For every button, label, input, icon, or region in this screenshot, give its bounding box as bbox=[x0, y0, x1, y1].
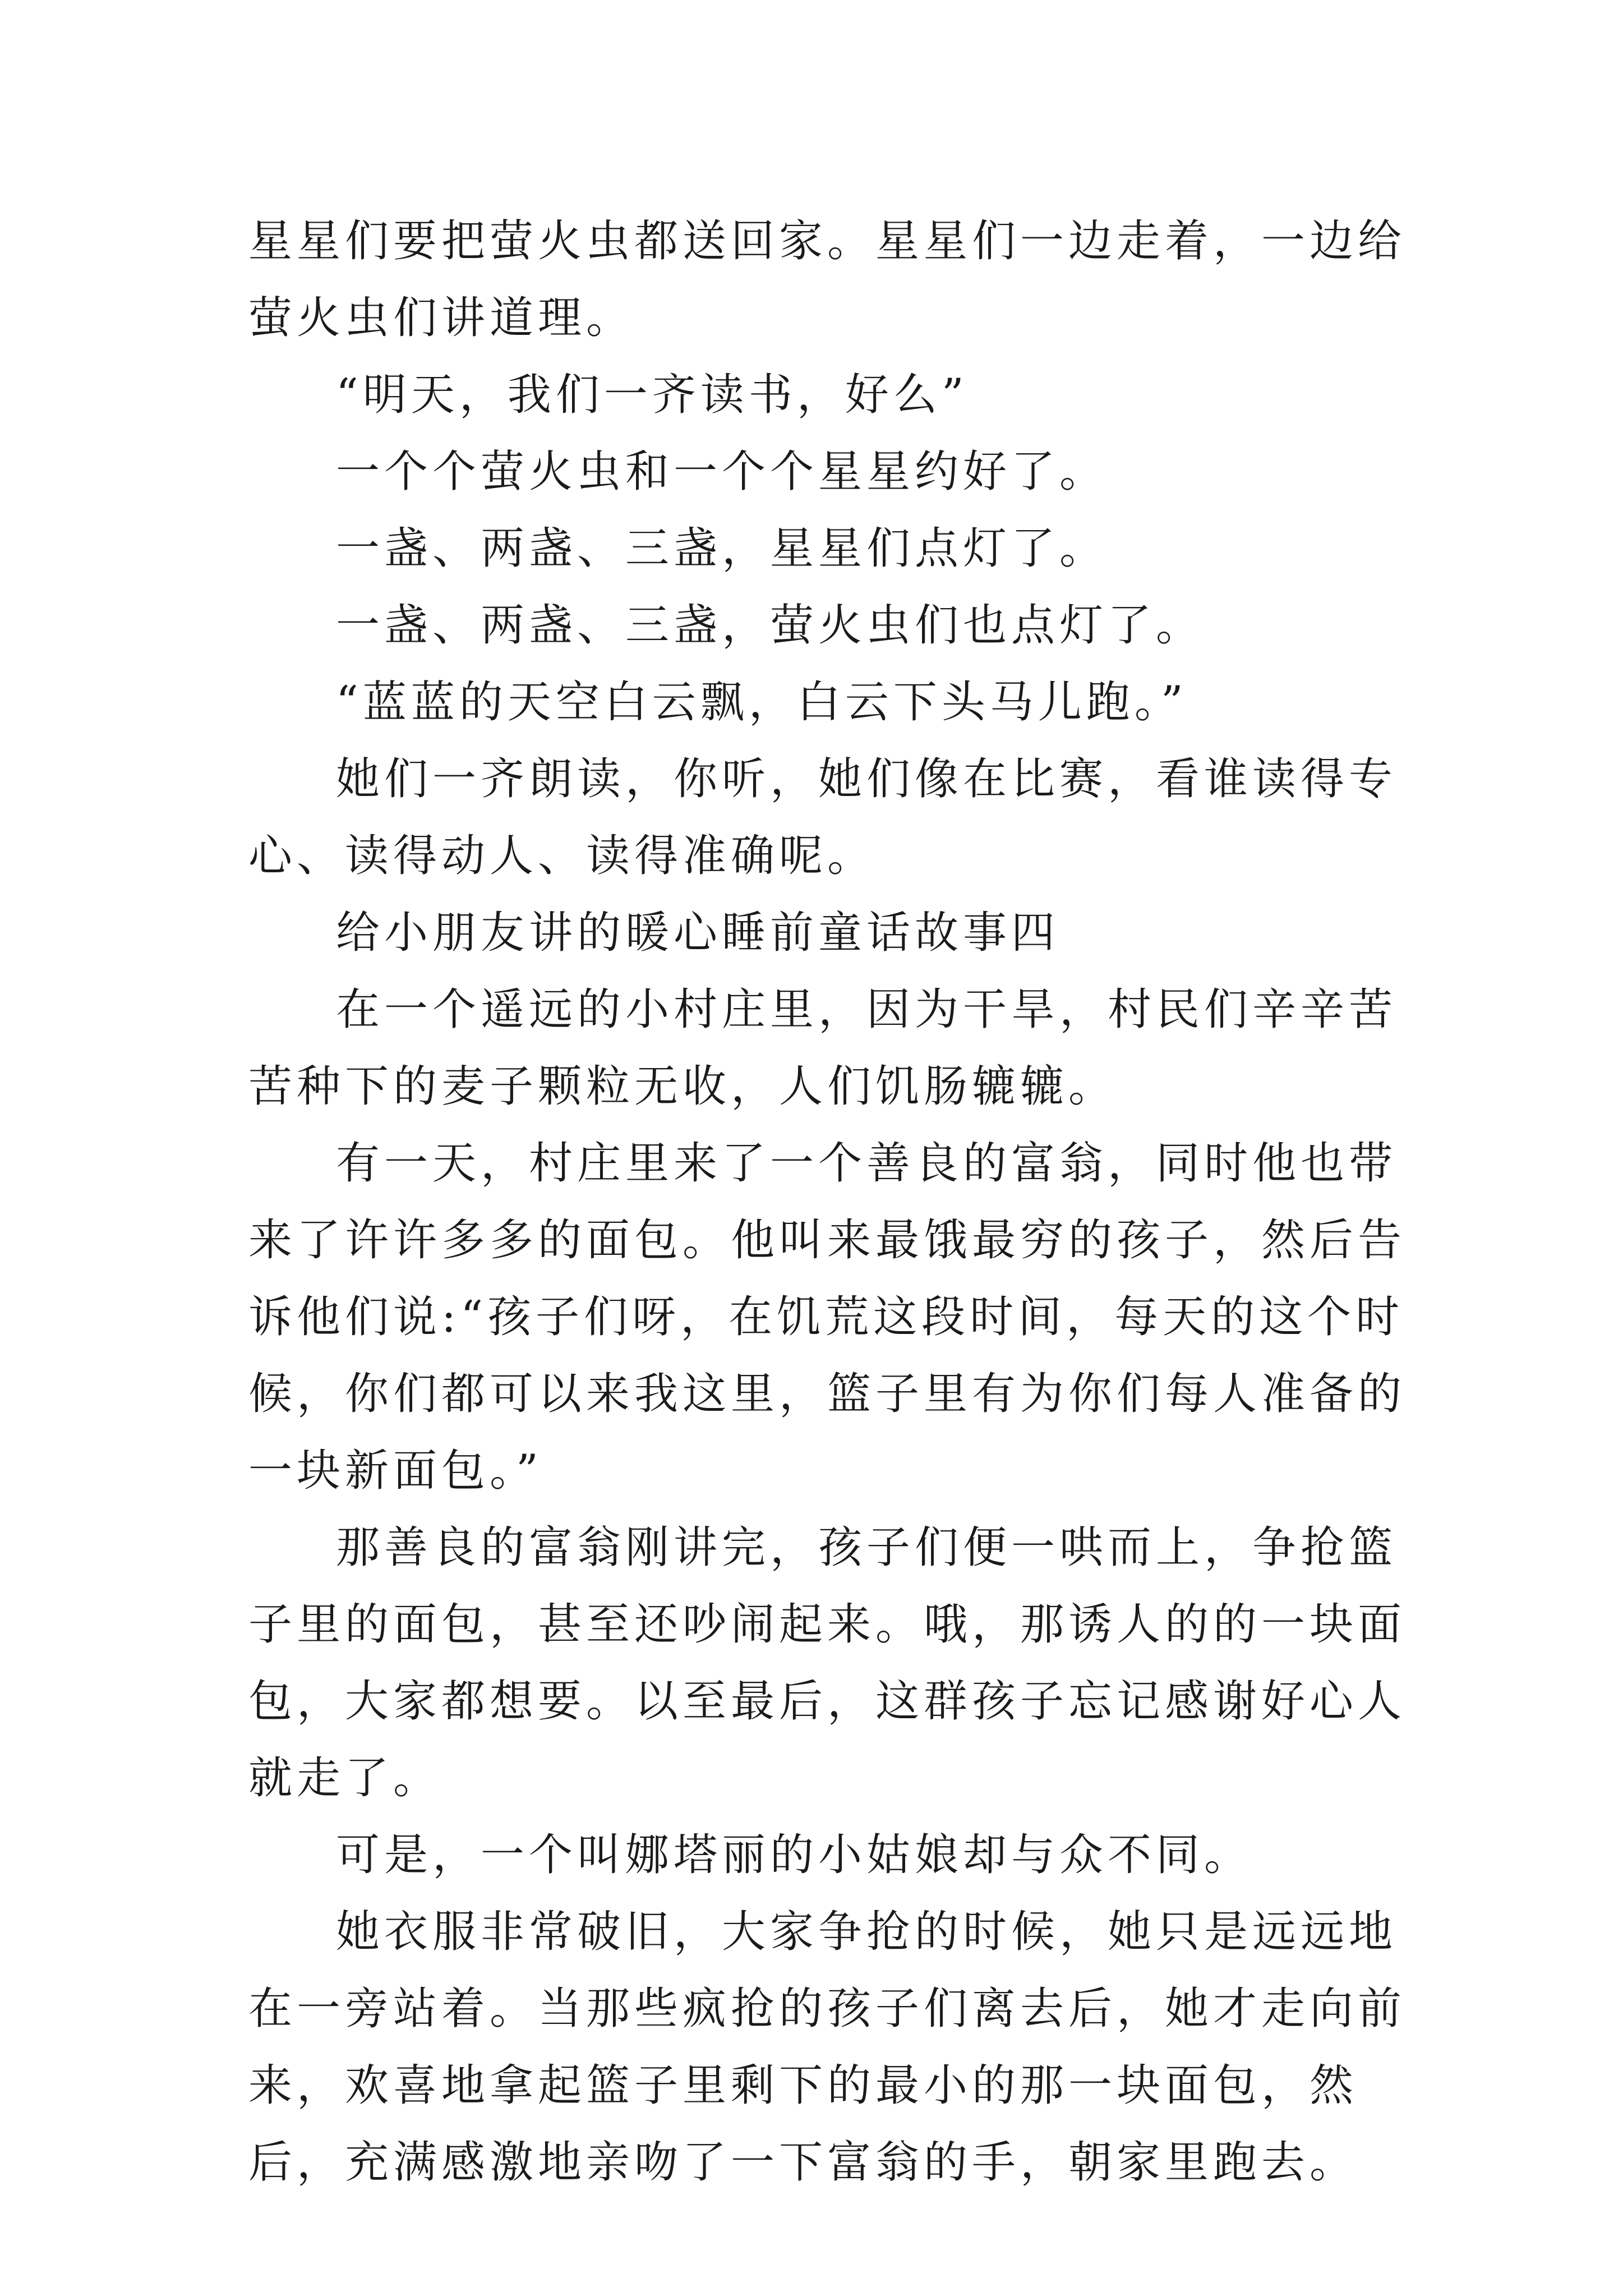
paragraph: 她们一齐朗读，你听，她们像在比赛，看谁读得专心、读得动人、读得准确呢。 bbox=[248, 754, 1398, 881]
paragraph: “明天，我们一齐读书，好么” bbox=[336, 370, 969, 420]
story-text bbox=[248, 203, 1421, 2201]
paragraph: 可是，一个叫娜塔丽的小姑娘却与众不同。 bbox=[336, 1830, 1253, 1880]
paragraph: 有一天，村庄里来了一个善良的富翁，同时他也带来了许许多多的面包。他叫来最饿最穷的孩子，然后告诉他们说:“孩子们呀，在饥荒这段时间，每天的这个时候，你们都可以来我这里，篮子里有为你们每人准备的一块新面包。” bbox=[248, 1138, 1407, 1496]
paragraph: 一盏、两盏、三盏，萤火虫们也点灯了。 bbox=[336, 600, 1205, 651]
paragraph: 她衣服非常破旧，大家争抢的时候，她只是远远地在一旁站着。当那些疯抢的孩子们离去后，她才走向前来，欢喜地拿起篮子里剩下的最小的那一块面包，然后，充满感激地亲吻了一下富翁的手，朝家里跑去。 bbox=[248, 1907, 1407, 2188]
paragraph: 在一个遥远的小村庄里，因为干旱，村民们辛辛苦苦种下的麦子颗粒无收，人们饥肠辘辘。 bbox=[248, 984, 1398, 1112]
paragraph: 一个个萤火虫和一个个星星约好了。 bbox=[336, 447, 1108, 497]
paragraph: 一盏、两盏、三盏，星星们点灯了。 bbox=[336, 523, 1108, 574]
section-heading: 给小朋友讲的暖心睡前童话故事四 bbox=[336, 908, 1060, 958]
paragraph: 那善良的富翁刚讲完，孩子们便一哄而上，争抢篮子里的面包，甚至还吵闹起来。哦，那诱人的的一块面包，大家都想要。以至最后，这群孩子忘记感谢好心人就走了。 bbox=[248, 1522, 1407, 1803]
paragraph: 星星们要把萤火虫都送回家。星星们一边走着，一边给萤火虫们讲道理。 bbox=[248, 216, 1407, 343]
paragraph: “蓝蓝的天空白云飘，白云下头马儿跑。” bbox=[336, 677, 1188, 728]
